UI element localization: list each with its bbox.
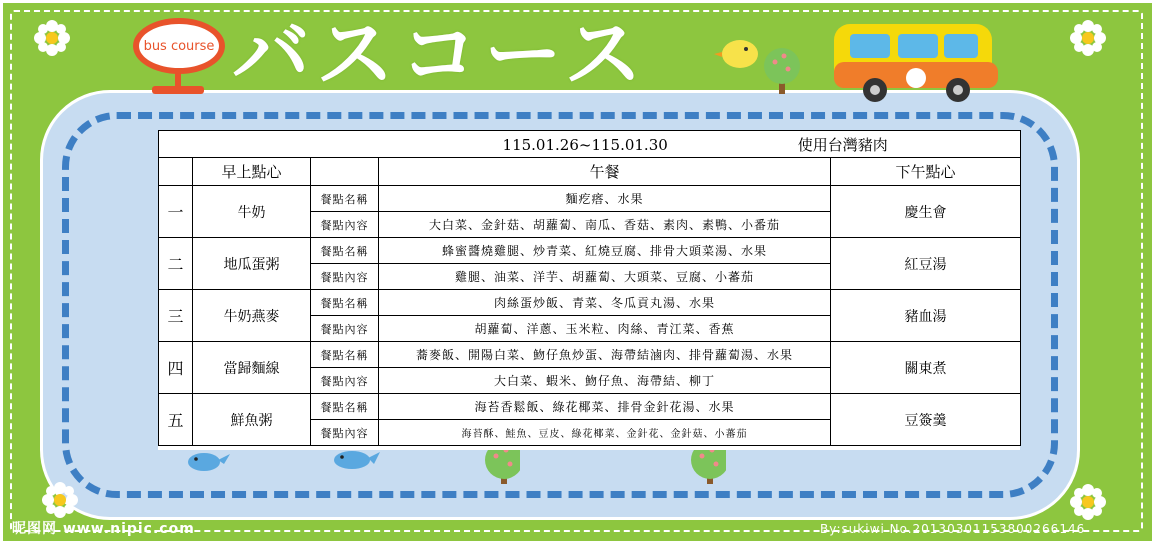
breakfast-cell: 牛奶 — [193, 186, 311, 238]
daisy-icon — [34, 20, 70, 56]
snack-cell: 關東煮 — [831, 342, 1021, 394]
watermark-right: By:sukiwi No.20130301153800266146 — [820, 522, 1086, 536]
label-meal-name: 餐點名稱 — [311, 186, 379, 212]
lunch-name-cell: 肉絲蛋炒飯、青菜、冬瓜貢丸湯、水果 — [379, 290, 831, 316]
snack-cell: 紅豆湯 — [831, 238, 1021, 290]
day-cell: 三 — [159, 290, 193, 342]
lunch-name-cell: 蕎麥飯、開陽白菜、魩仔魚炒蛋、海帶結滷肉、排骨蘿蔔湯、水果 — [379, 342, 831, 368]
lunch-content-cell: 雞腿、油菜、洋芋、胡蘿蔔、大頭菜、豆腐、小蕃茄 — [379, 264, 831, 290]
lunch-content-cell: 海苔酥、鮭魚、豆皮、綠花椰菜、金針花、金針菇、小蕃茄 — [379, 420, 831, 446]
bus-stop-base — [152, 86, 204, 94]
day-cell: 二 — [159, 238, 193, 290]
label-meal-content: 餐點內容 — [311, 420, 379, 446]
breakfast-cell: 鮮魚粥 — [193, 394, 311, 446]
bus-stop-sign-label: bus course — [143, 38, 215, 54]
lunch-name-cell: 蜂蜜醬燒雞腿、炒青菜、紅燒豆腐、排骨大頭菜湯、水果 — [379, 238, 831, 264]
bird-icon — [180, 448, 232, 474]
bus-icon — [830, 18, 1002, 104]
pork-note: 使用台灣豬肉 — [797, 135, 888, 154]
label-meal-name: 餐點名稱 — [311, 394, 379, 420]
table-row — [159, 238, 1021, 264]
breakfast-cell: 牛奶燕麥 — [193, 290, 311, 342]
header-row — [379, 131, 1021, 158]
col-snack: 下午點心 — [831, 158, 1021, 186]
day-cell: 五 — [159, 394, 193, 446]
breakfast-cell: 當歸麵線 — [193, 342, 311, 394]
snack-cell: 豆簽羹 — [831, 394, 1021, 446]
snack-cell: 豬血湯 — [831, 290, 1021, 342]
watermark-left: 昵图网 www.nipic.com — [12, 521, 195, 537]
table-row — [159, 394, 1021, 420]
daisy-icon — [42, 482, 78, 518]
chick-icon — [712, 34, 762, 70]
lunch-content-cell: 大白菜、金針菇、胡蘿蔔、南瓜、香菇、素肉、素鴨、小番茄 — [379, 212, 831, 238]
col-breakfast: 早上點心 — [193, 158, 311, 186]
label-meal-name: 餐點名稱 — [311, 342, 379, 368]
label-meal-name: 餐點名稱 — [311, 238, 379, 264]
day-cell: 四 — [159, 342, 193, 394]
lunch-content-cell: 大白菜、蝦米、魩仔魚、海帶結、柳丁 — [379, 368, 831, 394]
breakfast-cell: 地瓜蛋粥 — [193, 238, 311, 290]
label-meal-name: 餐點名稱 — [311, 290, 379, 316]
table-row — [159, 290, 1021, 316]
snack-cell: 慶生會 — [831, 186, 1021, 238]
daisy-icon — [1070, 484, 1106, 520]
date-range: 115.01.26~115.01.30 — [502, 135, 668, 154]
label-meal-content: 餐點內容 — [311, 368, 379, 394]
lunch-content-cell: 胡蘿蔔、洋蔥、玉米粒、肉絲、青江菜、香蕉 — [379, 316, 831, 342]
label-meal-content: 餐點內容 — [311, 212, 379, 238]
menu-table — [158, 130, 1021, 446]
lunch-name-cell: 麵疙瘩、水果 — [379, 186, 831, 212]
daisy-icon — [1070, 20, 1106, 56]
page-title: バスコース — [232, 10, 649, 100]
bus-stop-sign — [133, 18, 225, 74]
label-meal-content: 餐點內容 — [311, 264, 379, 290]
table-row — [159, 186, 1021, 212]
menu-table-container — [158, 130, 1020, 450]
table-row — [159, 342, 1021, 368]
day-cell: 一 — [159, 186, 193, 238]
lunch-name-cell: 海苔香鬆飯、綠花椰菜、排骨金針花湯、水果 — [379, 394, 831, 420]
tree-icon — [760, 44, 804, 100]
col-lunch: 午餐 — [379, 158, 831, 186]
label-meal-content: 餐點內容 — [311, 316, 379, 342]
